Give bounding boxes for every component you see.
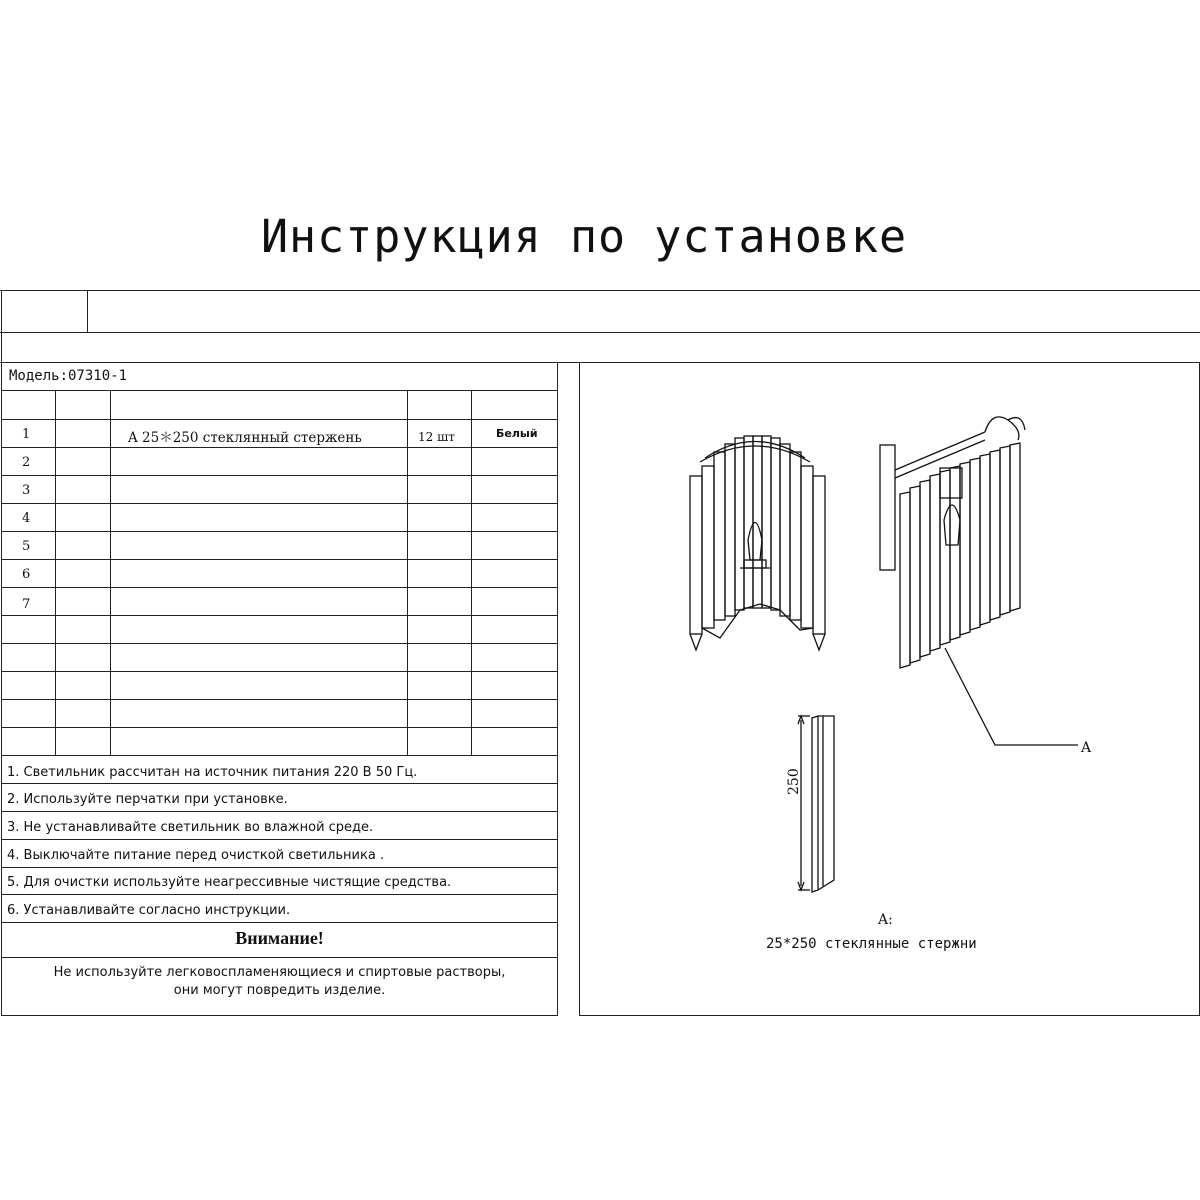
model-label: Модель:07310-1 <box>9 368 128 384</box>
part-name: A 25＊250 стеклянный стержень <box>128 430 362 446</box>
table-col-line <box>471 390 472 755</box>
table-line <box>1 475 557 476</box>
table-line <box>1 559 557 560</box>
warning-line-2: они могут повредить изделие. <box>173 983 386 998</box>
glass-rod-illustration <box>798 716 834 892</box>
side-view-illustration <box>880 417 1078 745</box>
row-number: 3 <box>22 483 31 498</box>
notes-line <box>1 783 557 784</box>
row-number: 6 <box>22 567 31 582</box>
header-top-border <box>0 290 1200 291</box>
table-line <box>1 727 557 728</box>
notes-line <box>1 811 557 812</box>
table-line <box>1 503 557 504</box>
note-5: 5. Для очистки используйте неагрессивные чистящие средства. <box>7 875 452 890</box>
table-line <box>1 755 557 756</box>
note-1: 1. Светильник рассчитан на источник питания 220 В 50 Гц. <box>7 765 418 780</box>
warning-line <box>1 957 557 958</box>
part-quantity: 12 шт <box>418 430 455 444</box>
notes-line <box>1 839 557 840</box>
table-line <box>1 390 557 391</box>
warning-line-1: Не используйте легковоспламеняющиеся и спиртовые растворы, <box>53 965 506 980</box>
warning-title: Внимание! <box>235 928 324 948</box>
part-color: Белый <box>496 427 538 440</box>
table-col-line <box>55 390 56 755</box>
row-number: 7 <box>22 597 31 612</box>
table-line <box>1 587 557 588</box>
note-3: 3. Не устанавливайте светильник во влажной среде. <box>7 820 374 835</box>
note-4: 4. Выключайте питание перед очисткой светильника . <box>7 848 385 863</box>
warning-text <box>2 964 557 1000</box>
notes-line <box>1 922 557 923</box>
header-divider <box>87 290 88 332</box>
row-number: 4 <box>22 511 31 526</box>
note-6: 6. Устанавливайте согласно инструкции. <box>7 903 291 918</box>
table-line <box>1 531 557 532</box>
row-number: 5 <box>22 539 31 554</box>
part-a-label: A <box>1081 740 1092 756</box>
table-line <box>1 699 557 700</box>
dimension-label: 250 <box>786 768 802 795</box>
table-line <box>1 615 557 616</box>
caption-text: 25*250 стеклянные стержни <box>766 936 977 952</box>
table-line <box>1 447 557 448</box>
table-col-line <box>110 390 111 755</box>
row-number: 1 <box>22 427 31 442</box>
table-col-line <box>407 390 408 755</box>
page-title: Инструкция по установке <box>260 210 908 263</box>
header-left-border <box>1 290 2 362</box>
caption-label: A: <box>878 912 893 928</box>
table-line <box>1 671 557 672</box>
notes-line <box>1 867 557 868</box>
header-mid-border <box>0 332 1200 333</box>
notes-line <box>1 894 557 895</box>
front-view-illustration <box>690 436 825 650</box>
note-2: 2. Используйте перчатки при установке. <box>7 792 288 807</box>
table-line <box>1 643 557 644</box>
row-number: 2 <box>22 455 31 470</box>
table-line <box>1 419 557 420</box>
